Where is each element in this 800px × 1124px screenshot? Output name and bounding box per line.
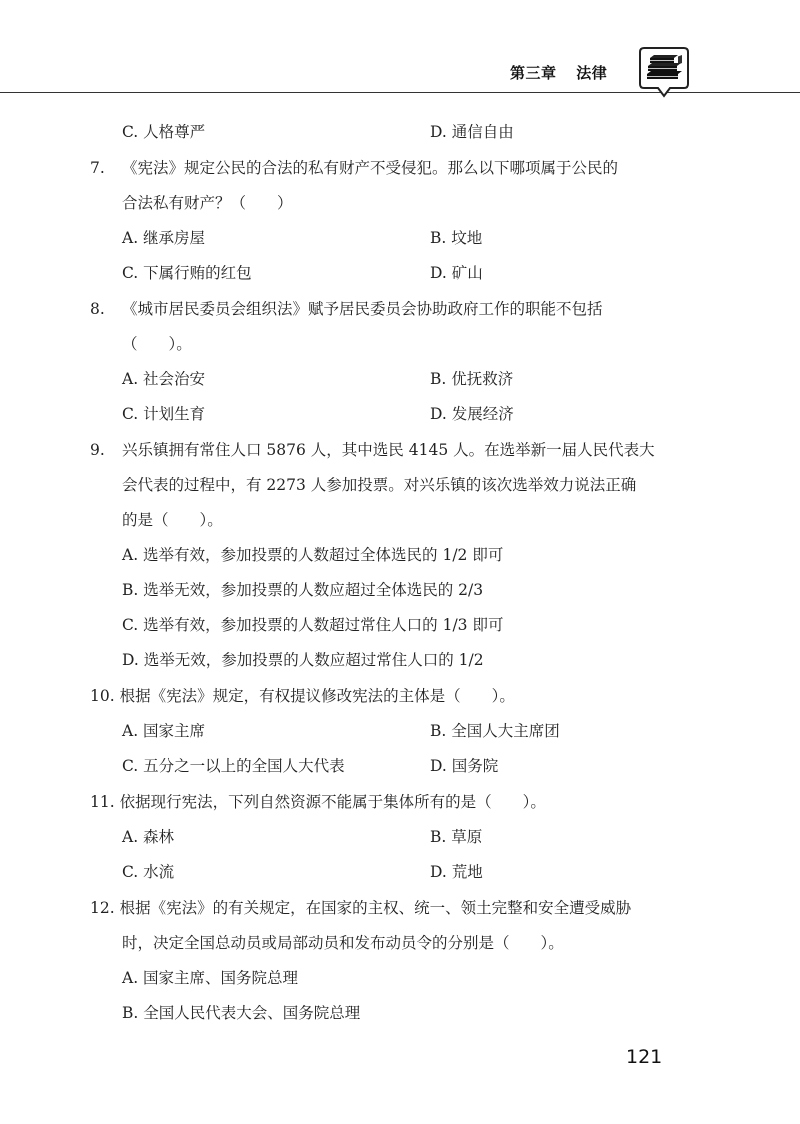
question-7-stem-line-1: 《宪法》规定公民的合法的私有财产不受侵犯。那么以下哪项属于公民的 [122, 159, 619, 177]
question-7-number: 7. [90, 159, 105, 177]
option-8-c: C. 计划生育 [122, 405, 206, 423]
option-9-c: C. 选举有效，参加投票的人数超过常住人口的 1/3 即可 [122, 616, 504, 634]
question-8-stem-line-1: 《城市居民委员会组织法》赋予居民委员会协助政府工作的职能不包括 [122, 300, 603, 318]
option-8-a: A. 社会治安 [122, 370, 206, 388]
chapter-heading [510, 62, 607, 83]
page-number: 121 [626, 1046, 663, 1068]
option-6-d: D. 通信自由 [430, 123, 514, 141]
book-stack-icon [638, 44, 690, 100]
page-header [0, 0, 800, 100]
question-11-stem: 11. 依据现行宪法，下列自然资源不能属于集体所有的是（ ）。 [90, 793, 546, 811]
option-8-d: D. 发展经济 [430, 405, 514, 423]
option-7-b: B. 坟地 [430, 229, 483, 247]
option-10-b: B. 全国人大主席团 [430, 722, 560, 740]
option-11-d: D. 荒地 [430, 863, 483, 881]
chapter-subject: 法律 [576, 64, 608, 82]
option-8-b: B. 优抚救济 [430, 370, 514, 388]
option-7-d: D. 矿山 [430, 264, 483, 282]
option-10-c: C. 五分之一以上的全国人大代表 [122, 757, 345, 775]
option-11-a: A. 森林 [122, 828, 175, 846]
question-9-stem-line-2: 会代表的过程中，有 2273 人参加投票。对兴乐镇的该次选举效力说法正确 [122, 476, 637, 494]
question-7-stem-line-2: 合法私有财产？（ ） [122, 194, 293, 212]
question-8-number: 8. [90, 300, 105, 318]
question-9-number: 9. [90, 441, 105, 459]
question-9-stem-line-3: 的是（ ）。 [122, 511, 223, 529]
option-9-b: B. 选举无效，参加投票的人数应超过全体选民的 2/3 [122, 581, 484, 599]
option-12-a: A. 国家主席、国务院总理 [122, 969, 299, 987]
option-10-a: A. 国家主席 [122, 722, 206, 740]
question-8-stem-line-2: （ ）。 [122, 335, 192, 353]
option-11-c: C. 水流 [122, 863, 175, 881]
chapter-number: 第三章 [510, 64, 557, 82]
option-6-c: C. 人格尊严 [122, 123, 206, 141]
option-9-a: A. 选举有效，参加投票的人数超过全体选民的 1/2 即可 [122, 546, 504, 564]
question-12-stem-line-1: 12. 根据《宪法》的有关规定，在国家的主权、统一、领土完整和安全遭受威胁 [90, 899, 632, 917]
option-10-d: D. 国务院 [430, 757, 499, 775]
option-11-b: B. 草原 [430, 828, 483, 846]
option-12-b: B. 全国人民代表大会、国务院总理 [122, 1004, 361, 1022]
option-7-a: A. 继承房屋 [122, 229, 206, 247]
question-9-stem-line-1: 兴乐镇拥有常住人口 5876 人，其中选民 4145 人。在选举新一届人民代表大 [122, 441, 655, 459]
question-10-stem: 10. 根据《宪法》规定，有权提议修改宪法的主体是（ ）。 [90, 687, 515, 705]
question-12-stem-line-2: 时，决定全国总动员或局部动员和发布动员令的分别是（ ）。 [122, 934, 564, 952]
option-9-d: D. 选举无效，参加投票的人数应超过常住人口的 1/2 [122, 651, 484, 669]
option-7-c: C. 下属行贿的红包 [122, 264, 252, 282]
